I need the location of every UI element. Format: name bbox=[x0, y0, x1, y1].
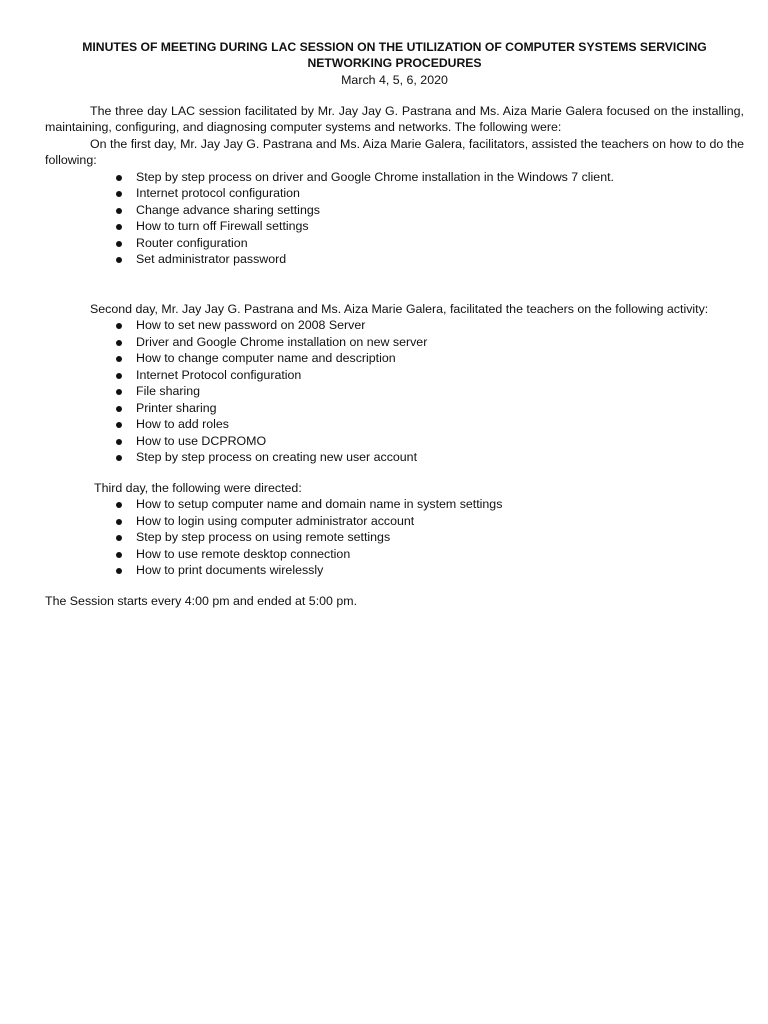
list-item: How to change computer name and description bbox=[45, 350, 744, 367]
bullet-icon bbox=[116, 373, 122, 379]
bullet-icon bbox=[116, 323, 122, 329]
day3-list bbox=[45, 496, 744, 579]
list-item: Internet Protocol configuration bbox=[45, 367, 744, 384]
closing-note: The Session starts every 4:00 pm and ended at 5:00 pm. bbox=[45, 593, 358, 608]
day3-intro: Third day, the following were directed: bbox=[94, 480, 302, 495]
bullet-icon bbox=[116, 191, 122, 197]
list-item: Step by step process on driver and Google Chrome installation in the Windows 7 client. bbox=[45, 169, 744, 186]
document-title bbox=[45, 40, 744, 71]
bullet-icon bbox=[116, 552, 122, 558]
list-item: Printer sharing bbox=[45, 400, 744, 417]
document-page bbox=[45, 40, 744, 609]
bullet-icon bbox=[116, 568, 122, 574]
bullet-icon bbox=[116, 257, 122, 263]
day2-list bbox=[45, 317, 744, 466]
spacer bbox=[45, 579, 744, 593]
bullet-icon bbox=[116, 406, 122, 412]
meeting-dates: March 4, 5, 6, 2020 bbox=[341, 73, 448, 87]
list-item: File sharing bbox=[45, 383, 744, 400]
bullet-icon bbox=[116, 356, 122, 362]
day1-intro: On the first day, Mr. Jay Jay G. Pastrana and Ms. Aiza Marie Galera, facilitators, assisted the teachers on how to do the following: bbox=[45, 136, 744, 167]
list-item: How to print documents wirelessly bbox=[45, 562, 744, 579]
bullet-icon bbox=[116, 224, 122, 230]
list-item: How to turn off Firewall settings bbox=[45, 218, 744, 235]
list-item: Change advance sharing settings bbox=[45, 202, 744, 219]
title-line-2: NETWORKING PROCEDURES bbox=[307, 55, 482, 70]
bullet-icon bbox=[116, 340, 122, 346]
day1-list bbox=[45, 169, 744, 268]
bullet-icon bbox=[116, 519, 122, 525]
intro-paragraph: The three day LAC session facilitated by Mr. Jay Jay G. Pastrana and Ms. Aiza Marie Galera focused on the installing, maintaining, configuring, and diagnosing computer systems and networks. The following were: bbox=[45, 103, 744, 134]
bullet-icon bbox=[116, 439, 122, 445]
bullet-icon bbox=[116, 535, 122, 541]
bullet-icon bbox=[116, 455, 122, 461]
list-item: How to use DCPROMO bbox=[45, 433, 744, 450]
list-item: Driver and Google Chrome installation on new server bbox=[45, 334, 744, 351]
bullet-icon bbox=[116, 208, 122, 214]
title-line-1: MINUTES OF MEETING DURING LAC SESSION ON THE UTILIZATION OF COMPUTER SYSTEMS SERVICING bbox=[82, 40, 707, 54]
list-item: Router configuration bbox=[45, 235, 744, 252]
bullet-icon bbox=[116, 241, 122, 247]
bullet-icon bbox=[116, 422, 122, 428]
bullet-icon bbox=[116, 389, 122, 395]
list-item: How to setup computer name and domain name in system settings bbox=[45, 496, 744, 513]
day2-intro: Second day, Mr. Jay Jay G. Pastrana and Ms. Aiza Marie Galera, facilitated the teachers on the following activity: bbox=[90, 301, 709, 316]
bullet-icon bbox=[116, 502, 122, 508]
list-item: Step by step process on creating new user account bbox=[45, 449, 744, 466]
bullet-icon bbox=[116, 175, 122, 181]
spacer bbox=[45, 268, 744, 301]
list-item: How to set new password on 2008 Server bbox=[45, 317, 744, 334]
list-item: How to login using computer administrator account bbox=[45, 513, 744, 530]
spacer bbox=[45, 466, 744, 480]
list-item: Step by step process on using remote settings bbox=[45, 529, 744, 546]
list-item: How to add roles bbox=[45, 416, 744, 433]
list-item: Set administrator password bbox=[45, 251, 744, 268]
list-item: Internet protocol configuration bbox=[45, 185, 744, 202]
list-item: How to use remote desktop connection bbox=[45, 546, 744, 563]
